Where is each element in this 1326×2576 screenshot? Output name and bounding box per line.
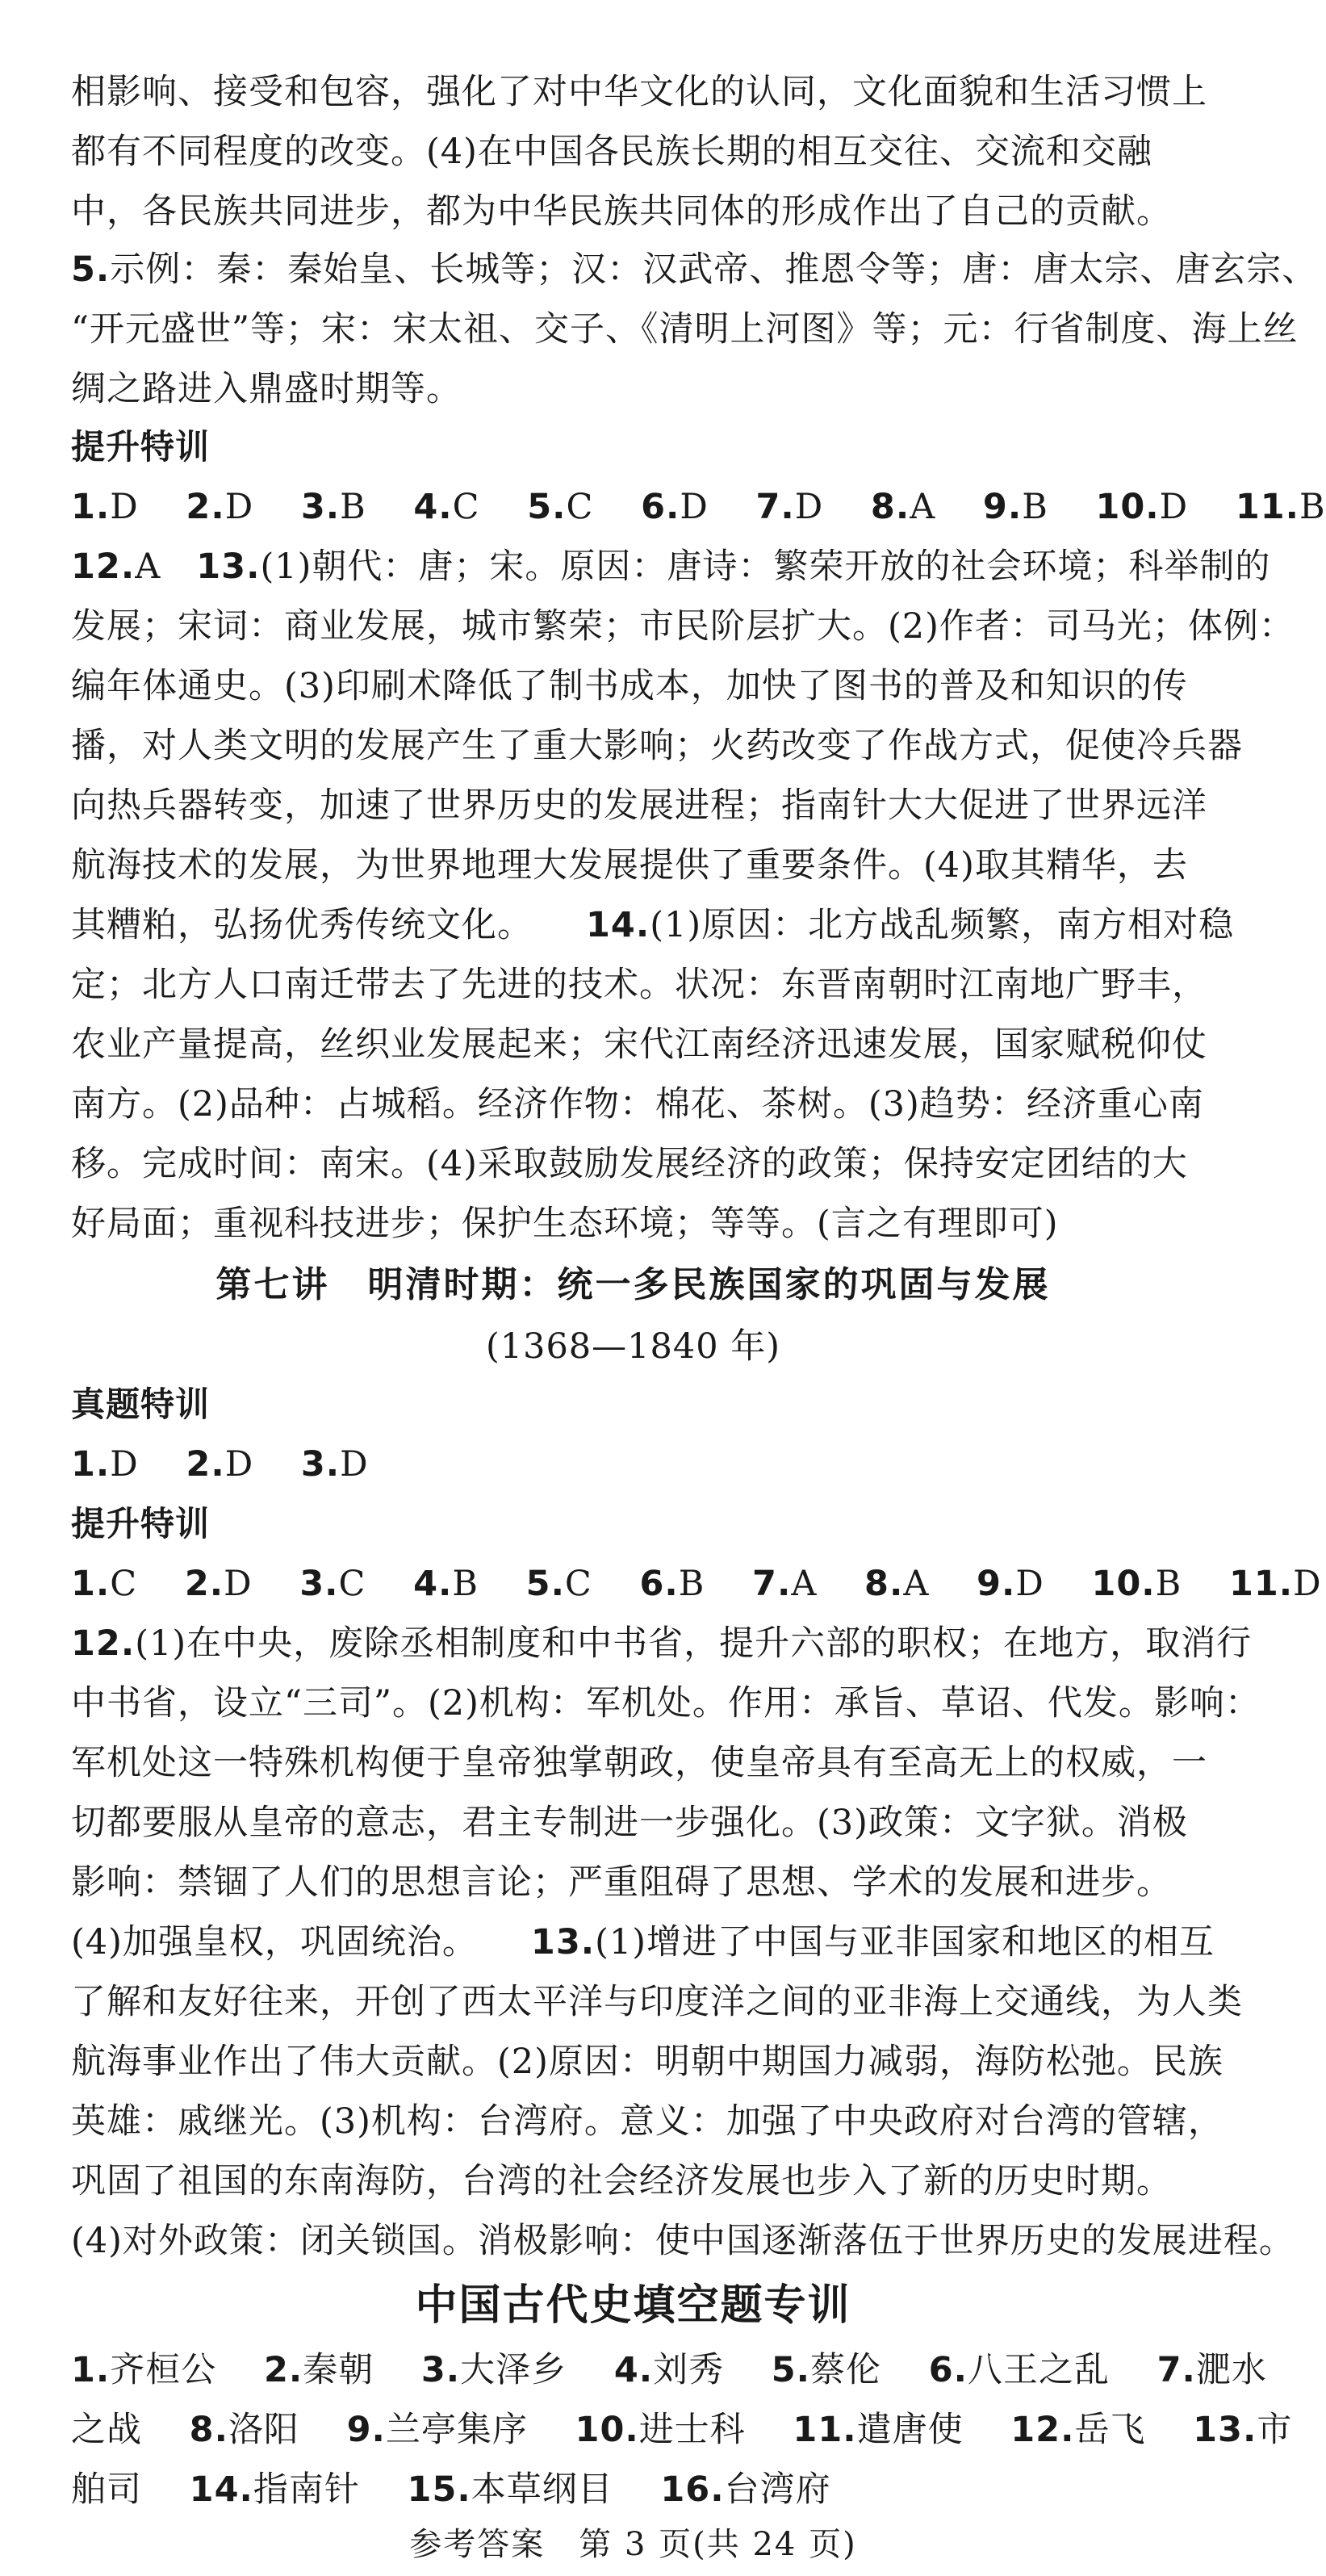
mc-answer: 7.A [752, 1564, 818, 1604]
mc-answer: 1.D [71, 1444, 139, 1485]
question-number: 14. [586, 905, 650, 945]
answer-text: (1)原因：北方战乱频繁，南方相对稳 [650, 905, 1235, 945]
mc-answer: 5.C [525, 1564, 592, 1604]
question-number: 12. [71, 547, 136, 587]
mc-answers-row [71, 478, 1326, 536]
text-line: 相影响、接受和包容，强化了对中华文化的认同，文化面貌和生活习惯上 [71, 72, 1207, 112]
answer-text: 示例：秦：秦始皇、长城等；汉：汉武帝、推恩令等；唐：唐太宗、唐玄宗、 [110, 249, 1318, 290]
mc-answer: 11.B [1235, 487, 1326, 527]
text-line: 切都要服从皇帝的意志，君主专制进一步强化。(3)政策：文字狱。消极 [71, 1803, 1188, 1843]
mc-answer: 1.C [71, 1564, 138, 1604]
fill-answer: 11.遣唐使 [793, 2410, 964, 2450]
answer-text: (1)在中央，废除丞相制度和中书省，提升六部的职权；在地方，取消行 [135, 1623, 1253, 1664]
fill-answer: 3.大泽乡 [420, 2350, 567, 2390]
text-line: 绸之路进入鼎盛时期等。 [71, 369, 462, 409]
mc-answer: 5.C [527, 487, 594, 527]
chapter-years: (1368—1840 年) [485, 1326, 781, 1367]
answer-text: 其糟粕，弘扬优秀传统文化。 [71, 905, 533, 945]
text-line: 都有不同程度的改变。(4)在中国各民族长期的相互交往、交流和交融 [71, 132, 1152, 172]
mc-answers-row [71, 1435, 1197, 1493]
text-line: 发展；宋词：商业发展，城市繁荣；市民阶层扩大。(2)作者：司马光；体例： [71, 606, 1295, 647]
answer-text: A [135, 547, 161, 587]
text-line: 向热兵器转变，加速了世界历史的发展进程；指南针大大促进了世界远洋 [71, 785, 1207, 826]
text-line: 农业产量提高，丝织业发展起来；宋代江南经济迅速发展，国家赋税仰仗 [71, 1024, 1207, 1065]
mc-answer: 10.D [1095, 487, 1189, 527]
text-line [71, 1615, 1253, 1673]
fill-answer: 4.刘秀 [613, 2350, 725, 2390]
answer-text: (1)增进了中国与亚非国家和地区的相互 [595, 1922, 1215, 1962]
text-line [71, 241, 1318, 299]
text-line: “开元盛世”等；宋：宋太祖、交子、《清明上河图》等；元：行省制度、海上丝 [71, 309, 1299, 350]
text-line: 航海技术的发展，为世界地理大发展提供了重要条件。(4)取其精华，去 [71, 845, 1188, 886]
text-line: 军机处这一特殊机构便于皇帝独掌朝政，使皇帝具有至高无上的权威，一 [71, 1743, 1207, 1783]
mc-answer: 3.D [300, 1444, 369, 1485]
chapter-title: 第七讲 明清时期：统一多民族国家的巩固与发展 [215, 1264, 1051, 1305]
mc-answer: 4.B [413, 1564, 479, 1604]
text-line: 航海事业作出了伟大贡献。(2)原因：明朝中期国力减弱，海防松弛。民族 [71, 2042, 1224, 2082]
answer-text: (4)加强皇权，巩固统治。 [71, 1922, 478, 1962]
text-line: 巩固了祖国的东南海防，台湾的社会经济发展也步入了新的历史时期。 [71, 2161, 1172, 2201]
fill-answer: 15.本草纲目 [407, 2469, 613, 2510]
answer-text: (1)朝代：唐；宋。原因：唐诗：繁荣开放的社会环境；科举制的 [260, 547, 1271, 587]
mc-answer: 2.D [186, 487, 254, 527]
page-footer: 参考答案 第 3 页(共 24 页) [409, 2526, 857, 2563]
mc-answer: 6.D [641, 487, 709, 527]
fill-answer: 7.淝水 [1157, 2350, 1267, 2390]
fill-answer: 13.市 [1193, 2410, 1293, 2450]
question-number: 13. [530, 1922, 596, 1962]
fill-answer: 16.台湾府 [660, 2469, 831, 2510]
text-line: 播，对人类文明的发展产生了重大影响；火药改变了作战方式，促使冷兵器 [71, 726, 1243, 766]
text-line [71, 1913, 1215, 1971]
text-line: 定；北方人口南迁带去了先进的技术。状况：东晋南朝时江南地广野丰， [71, 965, 1207, 1005]
text-line: 了解和友好往来，开创了西太平洋与印度洋之间的亚非海上交通线，为人类 [71, 1982, 1243, 2022]
section-title: 中国古代史填空题专训 [415, 2281, 851, 2330]
fill-answer: 8.洛阳 [189, 2410, 299, 2450]
fill-answer: 舶司 [71, 2469, 142, 2510]
fill-answer: 10.进士科 [575, 2410, 746, 2450]
text-line: 影响：禁锢了人们的思想言论；严重阻碍了思想、学术的发展和进步。 [71, 1862, 1172, 1903]
question-number: 13. [196, 547, 261, 587]
section-heading: 提升特训 [71, 1504, 211, 1544]
mc-answer: 3.C [299, 1564, 366, 1604]
mc-answer: 2.D [186, 1444, 254, 1485]
mc-answers-row [71, 1555, 1322, 1613]
fill-answers-row [71, 2461, 1197, 2519]
text-line: 编年体通史。(3)印刷术降低了制书成本，加快了图书的普及和知识的传 [71, 666, 1188, 706]
text-line: 好局面；重视科技进步；保护生态环境；等等。(言之有理即可) [71, 1204, 1059, 1244]
fill-answer: 12.岳飞 [1010, 2410, 1146, 2450]
mc-answer: 4.C [413, 487, 480, 527]
mc-answer: 9.B [982, 487, 1048, 527]
text-line: (4)对外政策：闭关锁国。消极影响：使中国逐渐落伍于世界历史的发展进程。 [71, 2221, 1295, 2261]
fill-answer: 6.八王之乱 [928, 2350, 1110, 2390]
fill-answer: 9.兰亭集序 [346, 2410, 528, 2450]
text-line: 英雄：戚继光。(3)机构：台湾府。意义：加强了中央政府对台湾的管辖， [71, 2101, 1224, 2142]
mc-answer: 2.D [184, 1564, 253, 1604]
fill-answer: 1.齐桓公 [71, 2350, 217, 2390]
fill-answer: 之战 [71, 2410, 142, 2450]
mc-answer: 7.D [755, 487, 824, 527]
mc-answer: 6.B [639, 1564, 705, 1604]
text-line: 中，各民族共同进步，都为中华民族共同体的形成作出了自己的贡献。 [71, 191, 1172, 232]
mc-answer: 10.B [1091, 1564, 1182, 1604]
section-heading: 提升特训 [71, 427, 211, 467]
question-number: 5. [71, 249, 111, 290]
fill-answer: 14.指南针 [189, 2469, 360, 2510]
text-line [71, 896, 1235, 954]
mc-answer: 9.D [977, 1564, 1044, 1604]
mc-answer: 1.D [71, 487, 139, 527]
mc-answer: 8.A [870, 487, 936, 527]
question-number: 12. [71, 1623, 136, 1664]
fill-answer: 2.秦朝 [263, 2350, 374, 2390]
fill-answers-row [71, 2341, 1267, 2399]
fill-answers-row [71, 2401, 1293, 2459]
mc-answer: 3.B [300, 487, 366, 527]
mc-answer: 11.D [1228, 1564, 1322, 1604]
fill-answer: 5.蔡伦 [771, 2350, 882, 2390]
text-line [71, 538, 1271, 596]
text-line: 中书省，设立“三司”。(2)机构：军机处。作用：承旨、草诏、代发。影响： [71, 1683, 1261, 1724]
mc-answer: 8.A [864, 1564, 930, 1604]
text-line: 移。完成时间：南宋。(4)采取鼓励发展经济的政策；保持安定团结的大 [71, 1144, 1188, 1184]
text-line: 南方。(2)品种：占城稻。经济作物：棉花、茶树。(3)趋势：经济重心南 [71, 1084, 1204, 1125]
section-heading: 真题特训 [71, 1384, 211, 1424]
